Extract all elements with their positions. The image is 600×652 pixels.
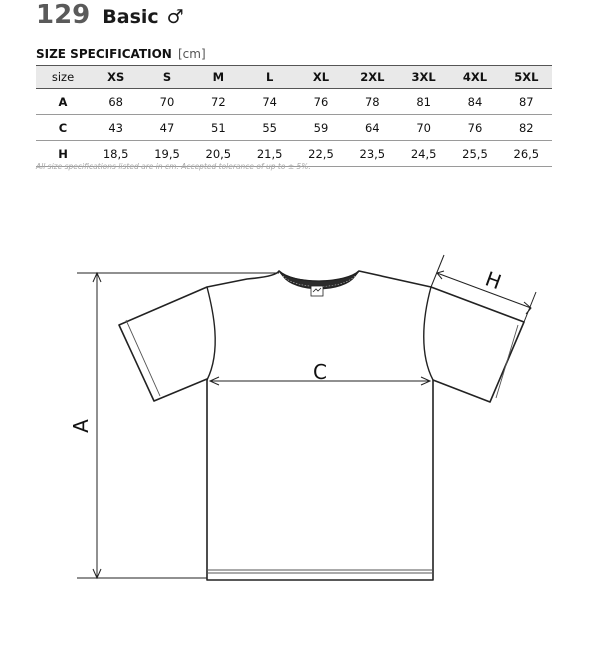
neck-label-icon [311, 286, 323, 296]
table-cell: 25,5 [449, 141, 500, 167]
table-cell: 78 [347, 89, 398, 115]
header-cell: 2XL [347, 66, 398, 89]
table-cell: 55 [244, 115, 295, 141]
table-cell: 21,5 [244, 141, 295, 167]
table-cell: 74 [244, 89, 295, 115]
table-cell: 51 [193, 115, 244, 141]
table-cell: 20,5 [193, 141, 244, 167]
spec-title-text: SIZE SPECIFICATION [36, 47, 172, 61]
table-cell: 22,5 [295, 141, 346, 167]
table-cell: 87 [501, 89, 552, 115]
header-cell: XS [90, 66, 141, 89]
table-cell: 72 [193, 89, 244, 115]
header-cell: size [36, 66, 90, 89]
dimension-label-c: C [313, 360, 327, 384]
table-cell: 43 [90, 115, 141, 141]
table-cell: 47 [141, 115, 192, 141]
table-cell: 64 [347, 115, 398, 141]
dimension-label-a: A [69, 419, 93, 433]
table-cell: H [36, 141, 90, 167]
table-cell: 19,5 [141, 141, 192, 167]
table-cell: 76 [449, 115, 500, 141]
table-cell: 70 [398, 115, 449, 141]
table-cell: 76 [295, 89, 346, 115]
dimension-label-h: H [482, 266, 505, 295]
header-cell: S [141, 66, 192, 89]
header-cell: M [193, 66, 244, 89]
spec-unit: [cm] [178, 47, 206, 61]
model-number: 129 [36, 0, 91, 30]
header-cell: XL [295, 66, 346, 89]
header-cell: L [244, 66, 295, 89]
table-cell: 24,5 [398, 141, 449, 167]
header-cell: 4XL [449, 66, 500, 89]
table-cell: 59 [295, 115, 346, 141]
header-cell: 3XL [398, 66, 449, 89]
header-cell: 5XL [501, 66, 552, 89]
male-symbol-icon: ♂ [166, 6, 184, 28]
table-cell: A [36, 89, 90, 115]
table-cell: 84 [449, 89, 500, 115]
tshirt-outline [119, 271, 524, 580]
table-cell: 68 [90, 89, 141, 115]
table-cell: 82 [501, 115, 552, 141]
table-cell: C [36, 115, 90, 141]
table-cell: 26,5 [501, 141, 552, 167]
table-cell: 18,5 [90, 141, 141, 167]
tolerance-note: All size specifications listed are in cm. Accepted tolerance of up to ± 5%. [36, 162, 311, 171]
table-cell: 81 [398, 89, 449, 115]
product-name: Basic [102, 6, 159, 28]
table-cell: 23,5 [347, 141, 398, 167]
table-cell: 70 [141, 89, 192, 115]
